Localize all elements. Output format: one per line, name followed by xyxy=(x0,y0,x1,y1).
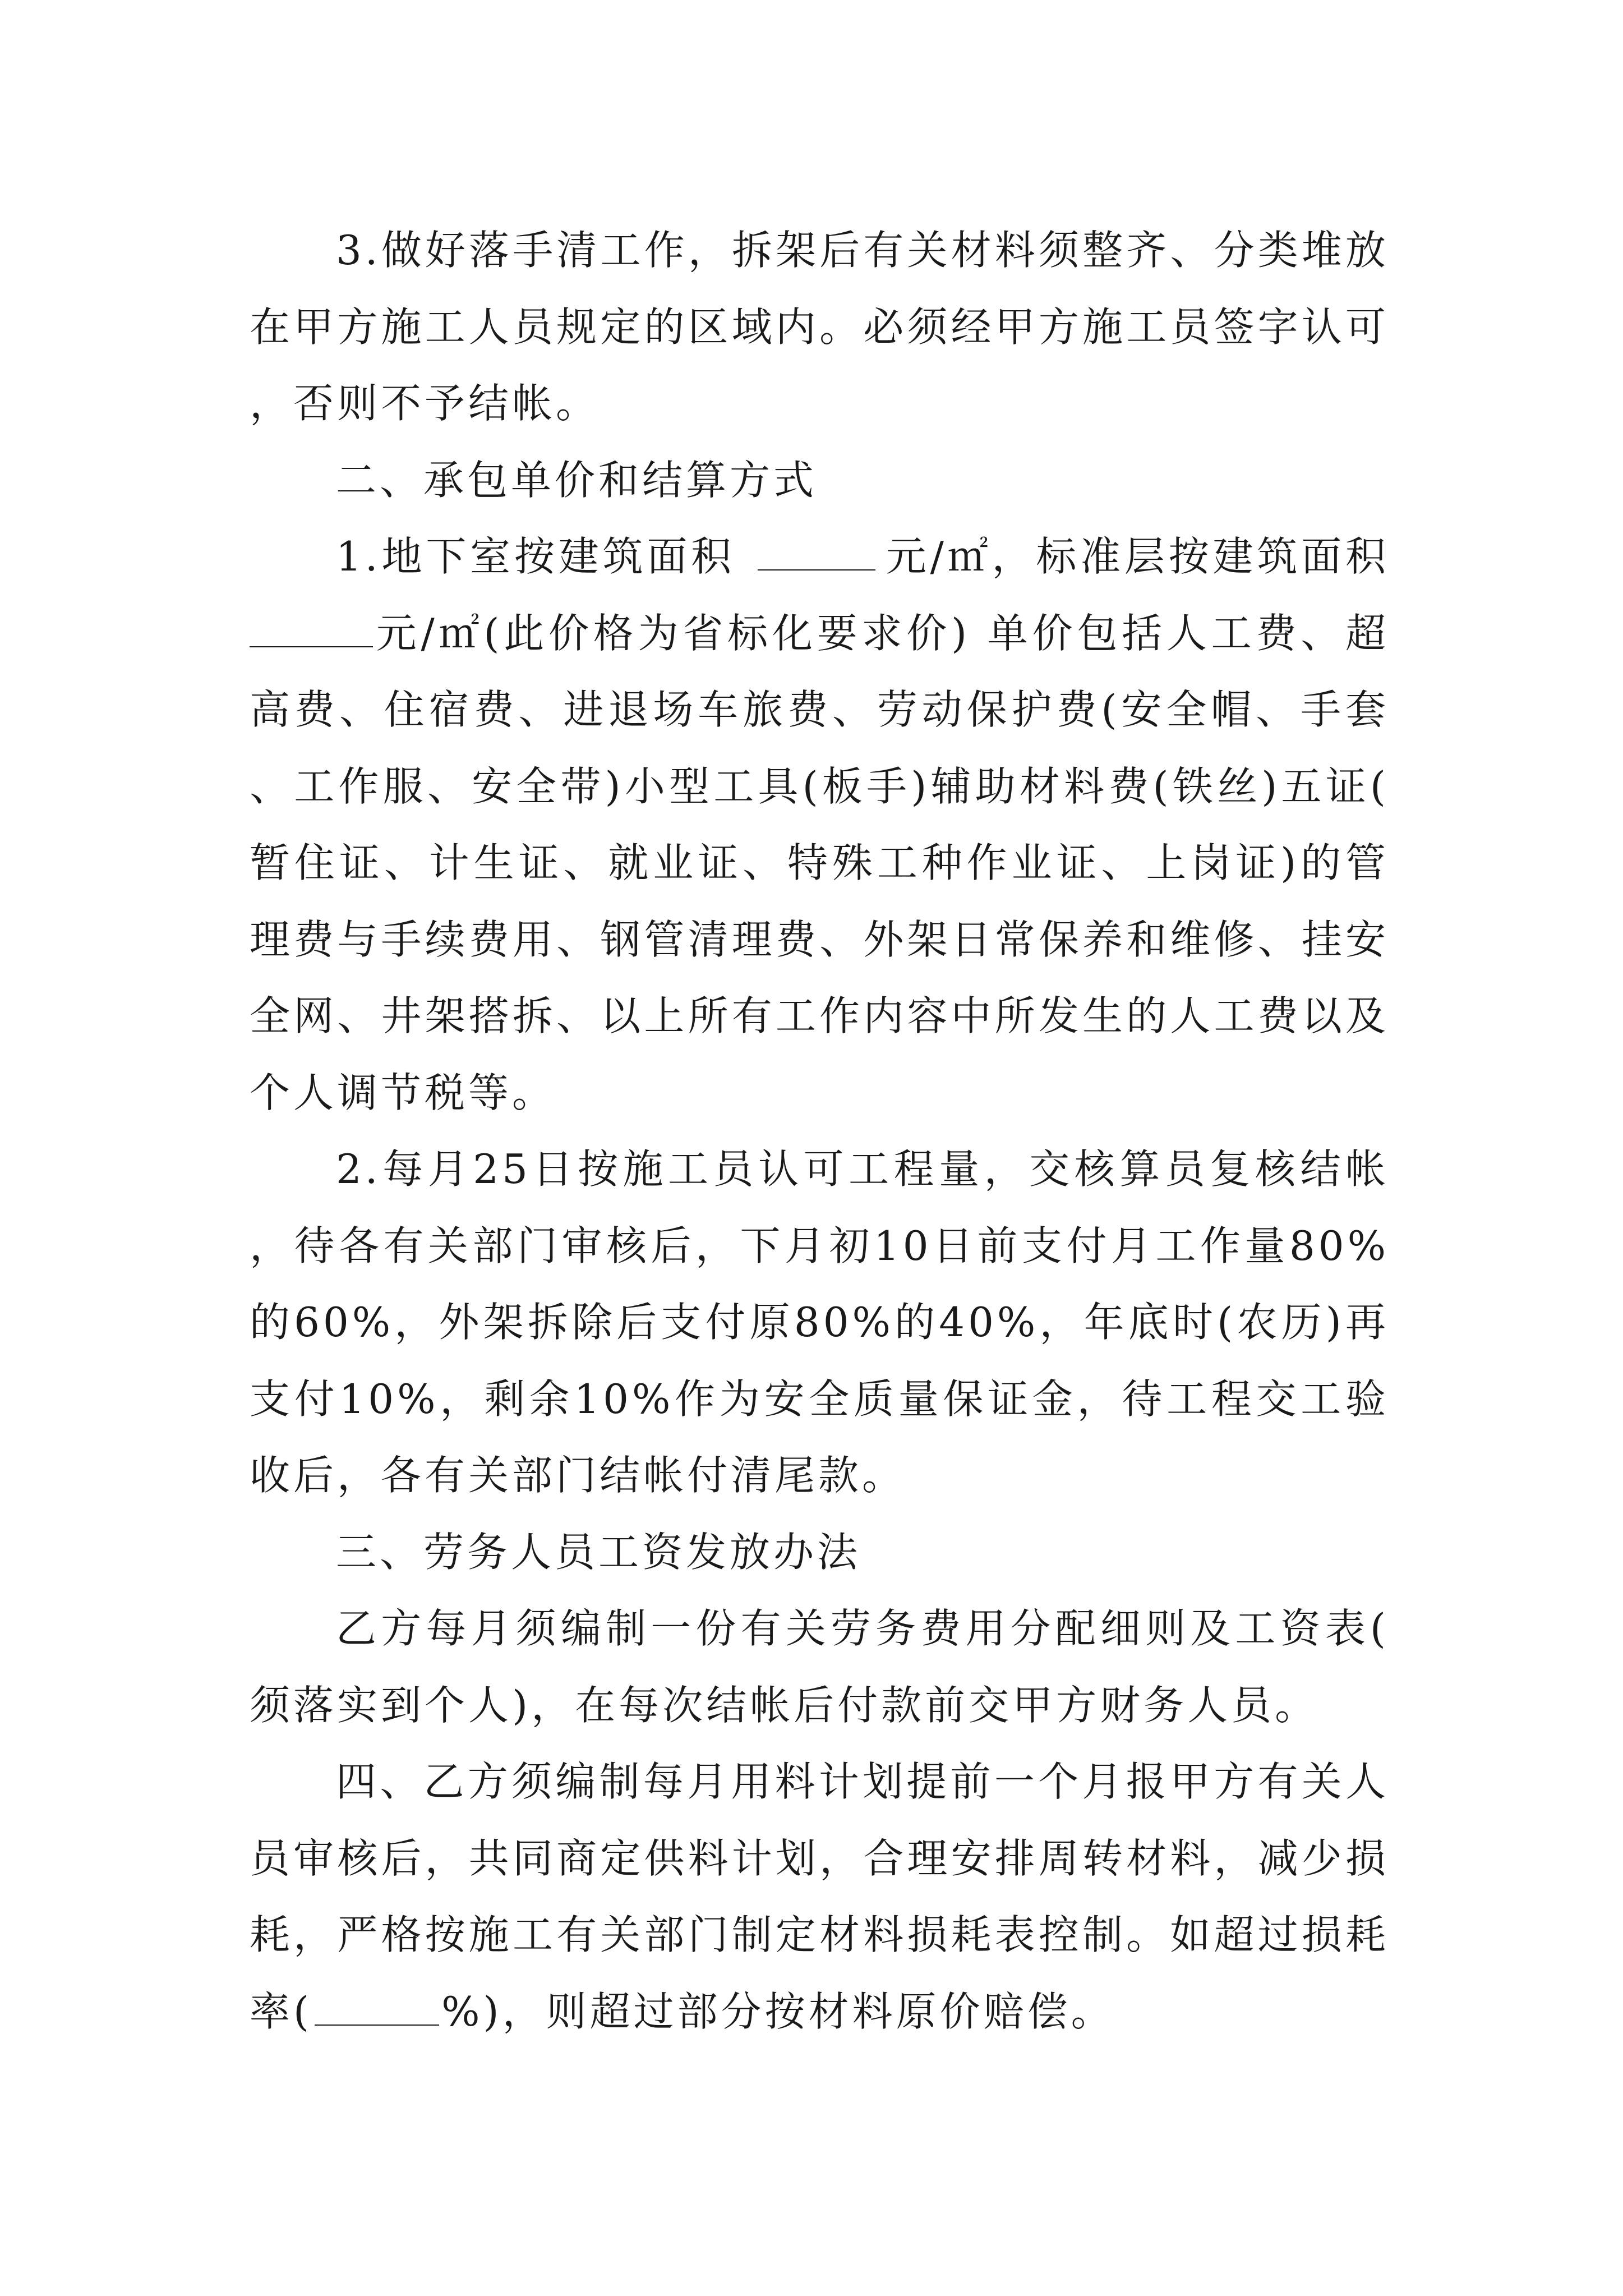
paragraph-wages xyxy=(250,1590,1389,1743)
paragraph-text: 乙方每月须编制一份有关劳务费用分配细则及工资表(须落实到个人)，在每次结帐后付款前交甲方财务人员。 xyxy=(250,1605,1389,1729)
paragraph-text: %)，则超过部分按材料原价赔偿。 xyxy=(441,1987,1115,2035)
document-body xyxy=(250,212,1389,2050)
paragraph-unit-price xyxy=(250,518,1389,1131)
fill-in-blank xyxy=(250,611,373,647)
heading-text: 二、承包单价和结算方式 xyxy=(336,456,818,504)
paragraph-item-3 xyxy=(250,212,1389,442)
paragraph-text: 四、乙方须编制每月用料计划提前一个月报甲方有关人员审核后，共同商定供料计划，合理安排周转材料，减少损耗，严格按施工有关部门制定材料损耗表控制。如超过损耗率( xyxy=(250,1758,1389,2035)
paragraph-text: 3.做好落手清工作，拆架后有关材料须整齐、分类堆放在甲方施工人员规定的区域内。必须经甲方施工员签字认可，否则不予结帐。 xyxy=(250,227,1389,427)
section-heading-3 xyxy=(250,1514,1389,1591)
paragraph-text: 1.地下室按建筑面积 xyxy=(336,533,735,580)
paragraph-settlement xyxy=(250,1131,1389,1514)
paragraph-materials xyxy=(250,1743,1389,2050)
paragraph-text: 元/㎡，标准层按建筑面积 xyxy=(886,533,1389,580)
paragraph-text: 2.每月25日按施工员认可工程量，交核算员复核结帐，待各有关部门审核后，下月初10日前支付月工作量80%的60%，外架拆除后支付原80%的40%，年底时(农历)再支付10%，剩余10%作为安全质量保证金，待工程交工验收后，各有关部门结帐付清尾款。 xyxy=(250,1145,1389,1499)
section-heading-2 xyxy=(250,442,1389,519)
fill-in-blank xyxy=(758,535,875,570)
fill-in-blank xyxy=(315,1990,439,2026)
heading-text: 三、劳务人员工资发放办法 xyxy=(336,1528,861,1576)
paragraph-text: 元/㎡(此价格为省标化要求价) 单价包括人工费、超高费、住宿费、进退场车旅费、劳动保护费(安全帽、手套、工作服、安全带)小型工具(板手)辅助材料费(铁丝)五证(暂住证、计生证、就业证、特殊工种作业证、上岗证)的管理费与手续费用、钢管清理费、外架日常保养和维修、挂安全网、井架搭拆、以上所有工作内容中所发生的人工费以及个人调节税等。 xyxy=(250,609,1389,1116)
